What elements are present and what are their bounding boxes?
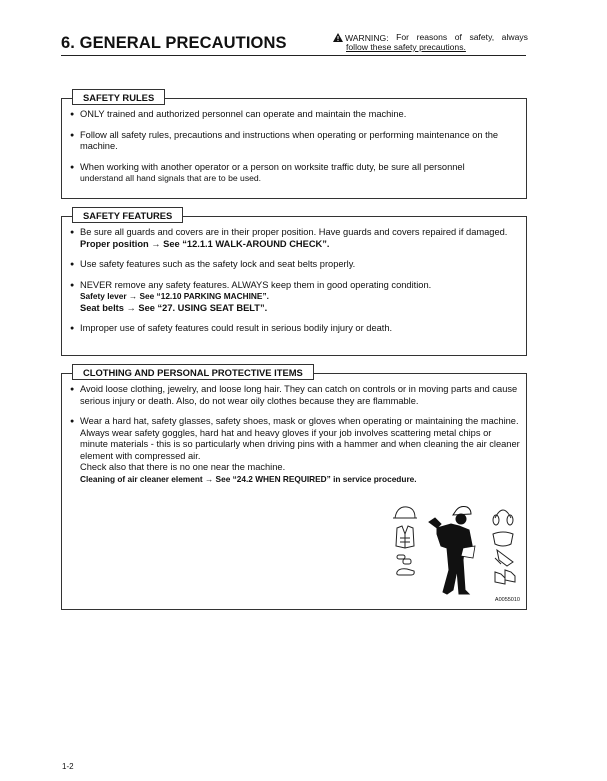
- list-item: [70, 416, 520, 485]
- vest-icon: [396, 526, 414, 548]
- item-text-cont: understand all hand signals that are to be used.: [80, 173, 262, 183]
- cross-reference: Cleaning of air cleaner element → See “24.2 WHEN REQUIRED” in service procedure.: [80, 473, 417, 484]
- warning-word: reasons: [416, 32, 448, 42]
- warning-triangle-icon: [333, 33, 343, 42]
- figure-id: A0055010: [494, 597, 520, 603]
- bullet-icon: ●: [70, 229, 75, 236]
- list-item: [70, 130, 520, 153]
- section-safety-features: [61, 210, 527, 356]
- title-rule: [61, 55, 526, 56]
- item-text: Improper use of safety features could result in serious bodily injury or death.: [80, 323, 393, 333]
- page-number: 1-2: [62, 762, 74, 771]
- section-safety-rules: [61, 92, 527, 199]
- hard-hat-icon: [393, 507, 417, 518]
- box-border: [183, 216, 527, 217]
- item-text: When working with another operator or a person on worksite traffic duty, be sure all personnel: [80, 161, 465, 172]
- list-item: [70, 259, 520, 271]
- warning-word: always: [501, 32, 528, 42]
- bullet-icon: ●: [70, 111, 75, 118]
- item-text: Follow all safety rules, precautions and instructions when operating or performing maintenance on the machine.: [80, 129, 499, 151]
- list-item: [70, 384, 520, 407]
- section-heading: SAFETY RULES: [72, 89, 165, 105]
- list-item: [70, 323, 520, 335]
- earplugs-icon: [397, 555, 411, 564]
- worker-with-ppe-icon: [429, 507, 475, 594]
- bullet-icon: ●: [70, 418, 75, 425]
- mask-icon: [493, 532, 513, 546]
- item-text-cont: Check also that there is no one near the machine.: [80, 462, 286, 472]
- cross-reference: Seat belts → See “27. USING SEAT BELT”.: [80, 302, 268, 313]
- item-text: ONLY trained and authorized personnel can operate and maintain the machine.: [80, 109, 407, 119]
- list-item: [70, 109, 520, 121]
- bullet-icon: ●: [70, 281, 75, 289]
- boots-icon: [495, 570, 515, 584]
- box-border: [314, 373, 527, 374]
- bullet-icon: ●: [70, 386, 75, 393]
- warning-note: [333, 33, 528, 52]
- section-heading: CLOTHING AND PERSONAL PROTECTIVE ITEMS: [72, 364, 314, 380]
- warning-line2: follow these safety precautions.: [346, 42, 466, 52]
- list-item: [70, 227, 520, 250]
- bullet-icon: ●: [70, 131, 75, 139]
- warning-word: of: [454, 32, 462, 42]
- item-text: NEVER remove any safety features. ALWAYS keep them in good operating condition.: [80, 279, 432, 290]
- section-clothing-ppe: [61, 367, 527, 610]
- cross-reference: Proper position → See “12.1.1 WALK-AROUND CHECK”.: [80, 238, 330, 249]
- ear-muffs-icon: [493, 510, 513, 525]
- page-title: 6. GENERAL PRECAUTIONS: [61, 34, 287, 52]
- bullet-icon: ●: [70, 261, 75, 268]
- item-text: Wear a hard hat, safety glasses, safety shoes, mask or gloves when operating or maintaining the machine. Always wear safety goggles, hard hat and heavy gloves if your job involves scattering metal chips or minute materials - this is so particularly when driving pins with a hammer and when cleaning the air cleaner element with compressed air.: [80, 416, 520, 461]
- warning-word: safety,: [469, 32, 495, 42]
- bullet-icon: ●: [70, 163, 75, 171]
- ppe-illustration: [387, 500, 527, 606]
- item-text: Use safety features such as the safety lock and seat belts properly.: [80, 259, 356, 269]
- list-item: [70, 162, 520, 185]
- item-text: Be sure all guards and covers are in their proper position. Have guards and covers repaired if damaged.: [80, 227, 508, 237]
- goggles-icon: [495, 550, 513, 566]
- section-heading: SAFETY FEATURES: [72, 207, 183, 223]
- shoe-icon: [397, 569, 414, 575]
- bullet-icon: ●: [70, 325, 75, 332]
- list-item: [70, 280, 520, 315]
- warning-word: For: [396, 32, 410, 42]
- item-text: Avoid loose clothing, jewelry, and loose long hair. They can catch on controls or in moving parts and cause serious injury or death. Also, do not wear oily clothes because they are flammable.: [80, 384, 518, 406]
- box-border: [165, 98, 527, 99]
- warning-word: WARNING:: [345, 33, 389, 43]
- cross-reference: Safety lever → See “12.10 PARKING MACHINE”.: [80, 291, 269, 301]
